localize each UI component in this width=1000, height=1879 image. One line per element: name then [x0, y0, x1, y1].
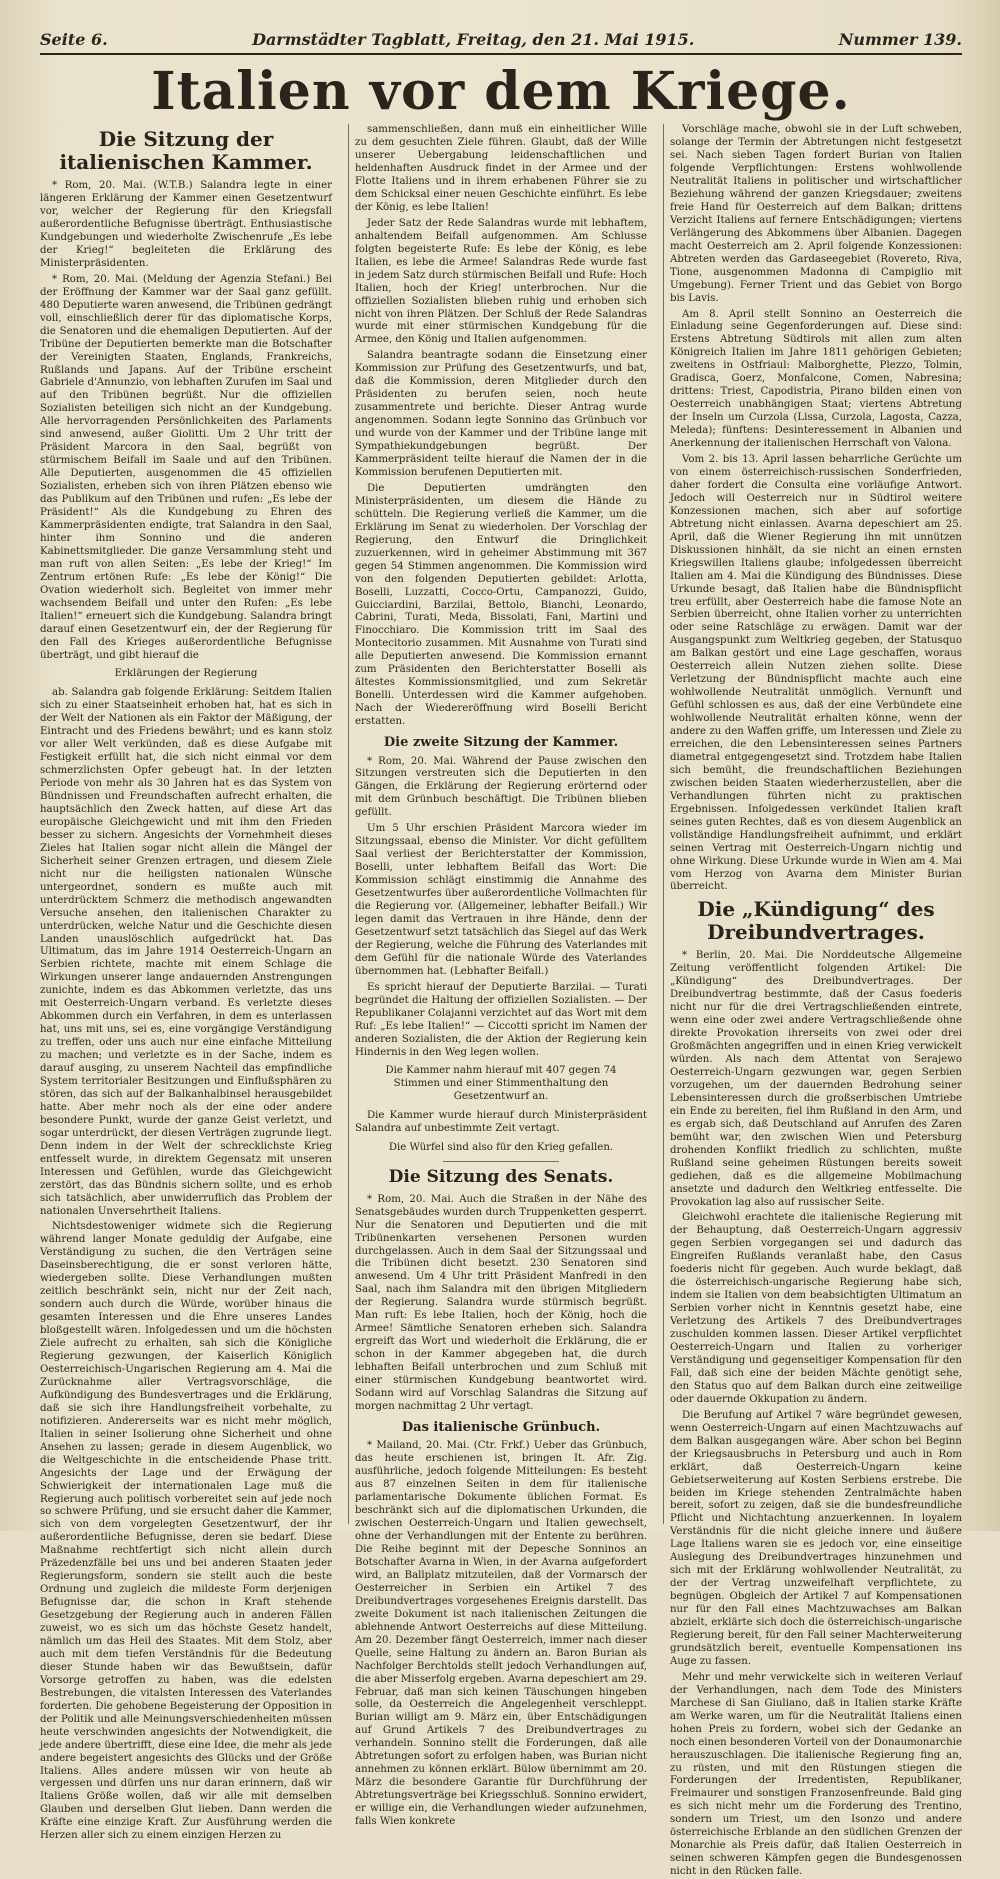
section-heading: Die zweite Sitzung der Kammer. [383, 735, 619, 751]
paragraph: Vorschläge mache, obwohl sie in der Luft schweben, solange der Termin der Abtretungen nicht festgesetzt sei. Nach sieben Tagen fordert Burian von Italien folgende Verpflichtungen: Erstens wohlwollende Neutralität Italiens in politischer und wirtschaftlicher Beziehung während der ganzen Kriegsdauer; zweitens freie Hand für Oesterreich auf dem Balkan; drittens Verzicht Italiens auf fernere Entschädigungen; viertens Verlängerung des Abkommens über Albanien. Dagegen macht Oesterreich am 2. April folgende Konzessionen: Abtreten werden das Gardaseegebiet (Rovereto, Riva, Tione, ausgenommen Madonna di Campiglio mit Umgebung). Ferner Trient und das Gebiet von Borgo bis Lavis. [670, 124, 962, 304]
paragraph: Am 8. April stellt Sonnino an Oesterreich die Einladung seine Gegenforderungen auf. Diese sind: Erstens Abtretung Südtirols mit allen zum alten Königreich Italien im Jahre 1811 gehörigen Gebieten; zweitens in Ostfriaul: Malborghette, Plezzo, Tolmin, Gradisca, Goerz, Monfalcone, Comen, Nabresina; drittens: Triest, Capodistria, Pirano bilden einen von Oesterreich unabhängigen Staat; viertens Abtretung der Inseln um Curzola (Lissa, Curzola, Lagosta, Cazza, Meleda); fünftens: Desinteressement in Albanien und Anerkennung der italienischen Herrschaft von Valona. [670, 308, 962, 450]
page-number: Seite 6. [40, 30, 108, 49]
paragraph: Um 5 Uhr erschien Präsident Marcora wieder im Sitzungssaal, ebenso die Minister. Vor dicht gefülltem Saal verliest der Berichterstatter der Kommission, Boselli, unter lebhaftem Beifall das Wort: Die Kommission schlägt einstimmig die Annahme des Gesetzentwurfes über außerordentliche Vollmachten für die Regierung vor. (Allgemeiner, lebhafter Beifall.) Wir legen damit das Vertrauen in ihre Hände, denn der Gesetzentwurf setzt tatsächlich das Siegel auf das Werk der Regierung, welche die Führung des Vaterlandes mit dem Gefühl für die nationale Würde des Vaterlandes übernommen hat. (Lebhafter Beifall.) [355, 823, 647, 977]
paragraph: ab. Salandra gab folgende Erklärung: Seitdem Italien sich zu einer Staatseinheit erhoben hat, hat es sich in der Welt der Nationen als ein Faktor der Mäßigung, der Eintracht und des Friedens bewährt; und es kann stolz vor aller Welt verkünden, daß es diese Aufgabe mit Festigkeit erfüllt hat, die sich nicht einmal vor dem schmerzlichsten Opfer gebeugt hat. In der letzten Periode von mehr als 30 Jahren hat es das System von Bündnissen und Freundschaften aufrecht erhalten, die hauptsächlich den Zweck hatten, auf diese Art das europäische Gleichgewicht und mit ihm den Frieden besser zu sichern. Angesichts der Vornehmheit dieses Zieles hat Italien sogar nicht allein die Mängel der Sicherheit seiner Grenzen ertragen, und diesem Ziele nicht nur die heiligsten nationalen Wünsche untergeordnet, sondern es mußte auch mit unterdrücktem Schmerz die methodisch angewandten Versuche ansehen, den italienischen Charakter zu unterdrücken, welche Natur und die Geschichte diesen Landen unauslöschlich aufgedrückt hat. Das Ultimatum, das im Jahre 1914 Oesterreich-Ungarn an Serbien richtete, machte mit einem Schlage die Wirkungen unserer lange andauernden Anstrengungen zunichte, indem es das Abkommen verletzte, das uns mit Oesterreich-Ungarn verband. Es verletzte dieses Abkommen durch ein Verfahren, in dem es unterlassen hat, uns mit uns, sei es, eine vorgängige Verständigung zu treffen, oder uns auch nur eine einfache Mitteilung zu machen; und verletzte es in der Sache, indem es darauf ausging, zu unserem Nachteil das empfindliche System territorialer Besitzungen und Einflußsphären zu stören, das sich auf der Balkanhalbinsel herausgebildet hatte. Aber mehr noch als der eine oder andere besondere Punkt, wurde der ganze Geist verletzt, und sogar unterdrückt, der diesen Verträgen zugrunde liegt. Denn indem in der Welt der schrecklichste Krieg entfesselt wurde, in direktem Gegensatz mit unseren Interessen und Gefühlen, wurde das Gleichgewicht zerstört, das das Bündnis sichern sollte, und es erhob sich tatsächlich, aber unwiderruflich das Problem der nationalen Unversehrtheit Italiens. [40, 687, 332, 1217]
paragraph: Die Berufung auf Artikel 7 wäre begründet gewesen, wenn Oesterreich-Ungarn auf einen Machtzuwachs auf dem Balkan ausgegangen wäre. Aber schon bei Beginn der Kriegsausbruchs in Petersburg und auch in Rom erklärt, daß Oesterreich-Ungarn keine Gebietserweiterung auf Kosten Serbiens erstrebe. Die beiden im Kriege stehenden Zentralmächte haben bereit, sofort zu zeigen, daß sie die bundesfreundliche Pflicht und Nichtachtung anzuerkennen. In loyalem Verständnis für die nicht gleiche innere und äußere Lage Italiens waren sie es jedoch vor, eine einseitige Auslegung des Dreibundvertrages hinzunehmen und sich mit der Erklärung wohlwollender Neutralität, zu der der Vertrag unzweifelhaft verpflichtete, zu begnügen. Obgleich der Artikel 7 auf Kompensationen nur für den Fall eines Machtzuwachses am Balkan abzielt, erklärte sich doch die österreichisch-ungarische Regierung bereit, für den Fall seiner Machterweiterung grundsätzlich bereit, eventuelle Kompensationen ins Auge zu fassen. [670, 1409, 962, 1667]
paragraph: sammenschließen, dann muß ein einheitlicher Wille zu dem gesuchten Ziele führen. Glaubt, daß der Wille unserer Uebergabung leidenschaftlichen und heldenhaften Ausdruck findet in der Armee und der Flotte Italiens und in ihrem erhabenen Führer sie zu dem Schicksal einer neuen Geschichte einführt. Es lebe der König, es lebe Italien! [355, 124, 647, 213]
paragraph: Die Deputierten umdrängten den Ministerpräsidenten, um diesem die Hände zu schütteln. Die Regierung verließ die Kammer, um die Erklärung im Senat zu wiederholen. Der Vorschlag der Regierung, den Entwurf die Dringlichkeit zuzuerkennen, wird in geheimer Abstimmung mit 367 gegen 54 Stimmen angenommen. Die Kommission wird von den folgenden Deputierten gebildet: Arlotta, Boselli, Luzzatti, Cocco-Ortu, Campanozzi, Guido, Guicciardini, Barzilai, Bettolo, Bianchi, Leonardo, Cabrini, Turati, Meda, Bissolati, Fani, Martini und Finocchiaro. Die Kommission tritt im Saal des Montecitorio zusammen. Mit Ausnahme von Turati sind alle Deputierten anwesend. Die Kommission ernannt zum Präsidenten den Berichterstatter Boselli als ältestes Kommissionsmitglied, und zum Sekretär Bonelli. Unterdessen wird die Kammer aufgehoben. Nach der Wiedereröffnung wird Boselli Bericht erstatten. [355, 482, 647, 728]
paragraph: Die Kammer wurde hierauf durch Ministerpräsident Salandra auf unbestimmte Zeit vertagt. [355, 1110, 647, 1135]
vote-result: Die Kammer nahm hierauf mit 407 gegen 74 Stimmen und einer Stimmenthaltung den Gesetzentwurf an. [385, 1065, 617, 1103]
paragraph: Gleichwohl erachtete die italienische Regierung mit der Behauptung, daß Oesterreich-Ungarn aggressiv gegen Serbien vorgegangen sei und dadurch das Eingreifen Rußlands veranlaßt habe, den Casus foederis nicht für gegeben. Auch wurde beklagt, daß die österreichisch-ungarische Regierung habe sich, indem sie Italien von dem beabsichtigten Ultimatum an Serbien vorher nicht in Kenntnis gesetzt habe, eine Verletzung des Artikels 7 des Dreibundvertrages zuschulden kommen lassen. Dieser Artikel verpflichtet Oesterreich-Ungarn und Italien zu vorheriger Verständigung und gegenseitiger Kompensation für den Fall, daß sich eine der beiden Mächte genötigt sehe, den Status quo auf dem Balkan durch eine zeitweilige oder dauernde Okkupation zu ändern. [670, 1212, 962, 1405]
column-3 [663, 124, 962, 1878]
paragraph: Es spricht hierauf der Deputierte Barzilai. — Turati begründet die Haltung der offiziellen Sozialisten. — Der Republikaner Colajanni verzichtet auf das Wort mit dem Ruf: „Es lebe Italien!“ — Ciccotti spricht im Namen der anderen Sozialisten, die der Aktion der Regierung kein Hindernis in den Weg legen wollen. [355, 981, 647, 1058]
paragraph: Jeder Satz der Rede Salandras wurde mit lebhaftem, anhaltendem Beifall aufgenommen. Am Schlusse folgten begeisterte Rufe: Es lebe der König, es lebe Italien, es lebe die Armee! Salandras Rede wurde fast in jedem Satz durch stürmischen Beifall und Rufe: Hoch Italien, hoch der Krieg! unterbrochen. Nur die offiziellen Sozialisten blieben ruhig und erhoben sich nicht von ihren Plätzen. Der Schluß der Rede Salandras wurde mit einer stürmischen Kundgebung für die Armee, den König und Italien aufgenommen. [355, 217, 647, 346]
section-heading: Die „Kündigung“ des Dreibundvertrages. [697, 897, 935, 945]
article-columns [40, 124, 962, 1878]
paragraph: Nichtsdestoweniger widmete sich die Regierung während langer Monate geduldig der Aufgabe, eine Verständigung zu suchen, die den Verträgen seine Daseinsberechtigung, die er sonst verloren hätte, wiedergeben sollte. Diese Verhandlungen mußten zeitlich beschränkt sein, nicht nur der Zeit nach, sondern auch durch die Würde, worüber hinaus die gesamten Interessen und die Ehre unseres Landes bloßgestellt wären. Infolgedessen und um die höchsten Ziele aufrecht zu erhalten, sah sich die Königliche Regierung gezwungen, der Kaiserlich Königlich Oesterreichisch-Ungarischen Regierung am 4. Mai die Zurücknahme aller Vertragsvorschläge, die Aufkündigung des Bundesvertrages und die Erklärung, daß sie sich ihre Handlungsfreiheit vorbehalte, zu notifizieren. Andererseits war es nicht mehr möglich, Italien in seiner Isolierung ohne Sicherheit und ohne Ansehen zu lassen; gerade in diesem Augenblick, wo die Weltgeschichte in die entscheidende Phase tritt. Angesichts der Lage und der Erwägung der Schwierigkeit der internationalen Lage muß die Regierung auch politisch vorbereitet sein auf jede noch so schwere Prüfung, und sie ersucht daher die Kammer, sich von dem vorgelegten Gesetzentwurf, der ihr außerordentliche Befugnisse, deren sie bedarf. Diese Maßnahme rechtfertigt sich nicht allein durch Präzedenzfälle bei uns und bei anderen Staaten jeder Regierungsform, sondern sie stellt auch die beste Ordnung und zugleich die mildeste Form derjenigen Befugnisse dar, die schon in Kraft stehende Gesetzgebung der Regierung auch in anderen Fällen zuweist, wo es sich um das höchste Gesetz handelt, nämlich um das Heil des Staates. Mit dem Stolz, aber auch mit dem tiefen Verständnis für die Bedeutung dieser Stunde haben wir das Bewußtsein, dafür Vorsorge getroffen zu haben, was die edelsten Bestrebungen, die vitalsten Interessen des Vaterlandes forderten. Die gehobene Begeisterung der Opposition in der Politik und alle Meinungsverschiedenheiten müssen heute verschwinden angesichts der Notwendigkeit, die jede andere übertrifft, diese eine Idee, die mehr als jede andere begeistert angesichts des Glücks und der Größe Italiens. Alles andere müssen wir von heute ab vergessen und dürfen uns nur daran erinnern, daß wir Italiens Größe wollen, daß wir alle mit demselben Glauben und derselben Glut lieben. Dann werden die Kräfte eine einzige Kraft. Zur Ausführung werden die Herzen aller sich zu einem einzigen Herzen zu [40, 1221, 332, 1842]
paragraph: Vom 2. bis 13. April lassen beharrliche Gerüchte um von einem österreichisch-russischen Sonderfrieden, daher fordert die Consulta eine vorläufige Antwort. Jedoch will Oesterreich nur in Südtirol weitere Konzessionen machen, sich aber auf sofortige Abtretung nicht einlassen. Avarna depeschiert am 25. April, daß die Wiener Regierung ihn mit unnützen Diskussionen hinhält, da sie nicht an einen ernsten Kriegswillen Italiens glaube; infolgedessen überreicht Italien am 4. Mai die Kündigung des Bündnisses. Diese Urkunde besagt, daß Italien habe die Bündnispflicht treu erfüllt, aber Oesterreich habe die famose Note an Serbien überreicht, ohne Italien vorher zu unterrichten oder seine Ratschläge zu erwägen. Damit war der Ausgangspunkt zum Weltkrieg gegeben, der Statusquo am Balkan gestört und eine Lage geschaffen, woraus Oesterreich allein Nutzen ziehen sollte. Diese Verletzung der Bündnispflicht machte auch eine wohlwollende Neutralität unmöglich. Vernunft und Gefühl schlossen es aus, daß der eine Verbündete eine wohlwollende Neutralität erhalten könne, wenn der andere zu den Waffen griffe, um Interessen und Ziele zu erreichen, die den Lebensinteressen seines Partners diametral entgegengesetzt sind. Trotzdem habe Italien sich bemüht, die freundschaftlichen Beziehungen zwischen beiden Staaten wiederherzustellen, aber die Verhandlungen führten nicht zu praktischen Ergebnissen. Infolgedessen verkündet Italien kraft seines guten Rechtes, daß es von diesem Augenblick an vollständige Handlungsfreiheit aufnimmt, und erklärt seinen Vertrag mit Oesterreich-Ungarn nichtig und ohne Wirkung. Diese Urkunde wurde in Wien am 4. Mai vom Herzog von Avarna dem Minister Burian überreicht. [670, 454, 962, 893]
paragraph: Mehr und mehr verwickelte sich in weiteren Verlauf der Verhandlungen, nach dem Tode des Ministers Marchese di San Giuliano, daß in Italien starke Kräfte am Werke waren, um für die Neutralität Italiens einen hohen Preis zu fordern, wobei sich der Gedanke an noch einen besonderen Vorteil von der Donaumonarchie herauszuschlagen. Die italienische Regierung fing an, zu rüsten, und mit den Rüstungen stiegen die Forderungen der Irredentisten, Republikaner, Freimaurer und sonstigen Franzosenfreunde. Bald ging es sich nicht mehr um die Forderung des Trentino, sondern um Triest, um den Isonzo und andere österreichische Erblande an den südlichen Grenzen der Monarchie als Preis dafür, daß Italien Oesterreich in seinen schweren Kämpfen gegen die Bundesgenossen nicht in den Rücken falle. [670, 1671, 962, 1878]
dice-line: Die Würfel sind also für den Krieg gefallen. [388, 1142, 614, 1154]
paragraph: * Rom, 20. Mai. Auch die Straßen in der Nähe des Senatsgebäudes wurden durch Truppenketten gesperrt. Nur die Senatoren und Deputierten und die mit Tribünenkarten versehenen Personen wurden durchgelassen. Auch in dem Saal der Sitzungssaal und die Tribünen dicht besetzt. 230 Senatoren sind anwesend. Um 4 Uhr tritt Präsident Manfredi in den Saal, nach ihm Salandra mit den übrigen Mitgliedern der Regierung. Salandra wurde stürmisch begrüßt. Man ruft: Es lebe Italien, hoch der König, hoch die Armee! Sämtliche Senatoren erheben sich. Salandra ergreift das Wort und wiederholt die Erklärung, die er schon in der Kammer abgegeben hat, die durch lebhaften Beifall unterbrochen und zum Schluß mit einer stürmischen Kundgebung beantwortet wird. Sodann wird auf Vorschlag Salandras die Sitzung auf morgen nachmittag 2 Uhr vertagt. [355, 1193, 647, 1412]
masthead [40, 24, 962, 53]
column-2 [348, 124, 653, 1828]
paragraph: Salandra beantragte sodann die Einsetzung einer Kommission zur Prüfung des Gesetzentwurfs, und bat, daß die Kommission, deren Mitglieder durch den Präsidenten zu berufen seien, noch heute zusammentrete und berichte. Dieser Antrag wurde angenommen. Sodann legte Sonnino das Grünbuch vor und wurde von der Kammer und der Tribüne lange mit Sympathiekundgebungen begrüßt. Der Kammerpräsident teilte hierauf die Namen der in die Kommission berufenen Deputierten mit. [355, 350, 647, 478]
paragraph: * Rom, 20. Mai. Während der Pause zwischen den Sitzungen verstreuten sich die Deputierten in den Gängen, die Erklärung der Regierung erörternd oder mit dem Grünbuch beschäftigt. Die Tribünen blieben gefüllt. [355, 755, 647, 819]
paragraph: * Mailand, 20. Mai. (Ctr. Frkf.) Ueber das Grünbuch, das heute erschienen ist, bringen It. Afr. Zig. ausführliche, jedoch folgende Mitteilungen: Es besteht aus 87 einzelnen Seiten in dem für italienische parlamentarische Dokumente üblichen Format. Es beschränkt sich auf die diplomatischen Urkunden, die zwischen Oesterreich-Ungarn und Italien gewechselt, ohne der Verhandlungen mit der Entente zu berühren. Die Reihe beginnt mit der Depesche Sonninos an Botschafter Avarna in Wien, in der Avarna aufgefordert wird, an Ballplatz mitzuteilen, daß der Vormarsch der Oesterreicher in Serbien ein Artikel 7 des Dreibundvertrages vorgesehenes Ereignis darstellt. Das zweite Dokument ist nach italienischen Zeitungen die ablehnende Antwort Oesterreichs auf diese Mitteilung. Am 20. Dezember fängt Oesterreich, immer nach dieser Quelle, seine Haltung zu ändern an. Baron Burian als Nachfolger Berchtolds stellt jedoch Verhandlungen auf, die aber Misserfolg ergeben. Avarna depeschiert am 29. Februar, daß man sich keinen Täuschungen hingeben solle, da Oesterreich die Angelegenheit verschleppt. Burian willigt am 9. März ein, über Entschädigungen auf Grund Artikels 7 des Dreibundvertrages zu verhandeln. Sonnino stellt die Forderungen, daß alle Abtretungen sofort zu erfolgen haben, was Burian nicht annehmen zu können erklärt. Bülow übernimmt am 20. März die besondere Garantie für Durchführung der Abtretungsverträge bei Kriegsschluß. Sonnino erwidert, er willige ein, die Verhandlungen wieder aufzunehmen, falls Wien konkrete [355, 1440, 647, 1828]
divider [443, 1161, 560, 1162]
column-1 [40, 124, 338, 1842]
paper-title: Darmstädter Tagblatt, Freitag, den 21. Mai 1915. [252, 30, 695, 49]
subheading: Erklärungen der Regierung [114, 668, 258, 680]
paragraph: * Berlin, 20. Mai. Die Norddeutsche Allgemeine Zeitung veröffentlicht folgenden Artikel: Die „Kündigung“ des Dreibundvertrages. Der Dreibundvertrag bestimmte, daß der Casus foederis nicht nur für die drei Vertragschließenden eintrete, wenn eine oder zwei andere Vertragschließende ohne direkte Provokation ihrerseits von zwei oder drei Großmächten angegriffen und in einen Krieg verwickelt würden. Als nach dem Attentat von Serajewo Oesterreich-Ungarn gezwungen war, gegen Serbien vorzugehen, um der dauernden Bedrohung seiner Lebensinteressen durch die großserbischen Umtriebe ein Ende zu bereiten, fiel ihm Rußland in den Arm, und es ergab sich, daß Deutschland auf Anrufen des Zaren bemüht war, den zwischen Wien und Petersburg drohenden Konflikt friedlich zu schlichten, mußte Rußland seine geheimen Rüstungen bereits soweit gediehen, daß es die allgemeine Mobilmachung ansetzte und dadurch den Weltkrieg entfesselte. Die Provokation lag also auf russischer Seite. [670, 950, 962, 1208]
section-heading: Die Sitzung des Senats. [388, 1167, 614, 1188]
issue-number: Nummer 139. [838, 30, 962, 49]
paragraph: * Rom, 20. Mai. (W.T.B.) Salandra legte in einer längeren Erklärung der Kammer einen Gesetzentwurf vor, welcher der Regierung für den Kriegsfall außerordentliche Befugnisse überträgt. Enthusiastische Kundgebungen und wiederholte Zwischenrufe „Es lebe der Krieg!“ begleiteten die Erklärung des Ministerpräsidenten. [40, 180, 332, 269]
article-heading: Die Sitzung der italienischen Kammer. [59, 127, 313, 175]
headline: Italien vor dem Kriege. [151, 61, 851, 122]
masthead-rule [40, 53, 962, 55]
paragraph: * Rom, 20. Mai. (Meldung der Agenzia Stefani.) Bei der Eröffnung der Kammer war der Saal ganz gefüllt. 480 Deputierte waren anwesend, die Tribünen gedrängt voll, einschließlich derer für das diplomatische Korps, die Senatoren und die ehemaligen Deputierten. Auf der Tribüne der Deputierten bemerkte man die Botschafter der Vereinigten Staaten, Englands, Frankreichs, Rußlands und Japans. Auf der Tribüne erscheint Gabriele d'Annunzio, von lebhaften Zurufen im Saal und auf den Tribünen begrüßt. Nur die offiziellen Sozialisten beteiligen sich nicht an der Kundgebung. Alle hervorragenden Persönlichkeiten des Parlaments sind anwesend, außer Giolitti. Um 2 Uhr tritt der Präsident Marcora in den Saal, begrüßt von stürmischem Beifall im Saale und auf den Tribünen. Alle Deputierten, ausgenommen die 45 offiziellen Sozialisten, erheben sich von ihren Plätzen ebenso wie das Publikum auf den Tribünen und rufen: „Es lebe der Präsident!“ Als die Kundgebung zu Ehren des Kammerpräsidenten endigte, trat Salandra in den Saal, hinter ihm Sonnino und die anderen Kabinettsmitglieder. Die ganze Versammlung steht und man ruft von allen Seiten: „Es lebe der Krieg!“ Im Zentrum ertönen Rufe: „Es lebe der König!“ Die Ovation wiederholt sich. Begleitet von immer mehr wachsendem Beifall und unter den Rufen: „Es lebe Italien!“ erneuert sich die Kundgebung. Salandra bringt darauf einen Gesetzentwurf ein, der der Regierung für den Fall des Krieges außerordentliche Befugnisse überträgt, und gibt hierauf die [40, 273, 332, 661]
section-heading: Das italienische Grünbuch. [401, 1419, 601, 1435]
